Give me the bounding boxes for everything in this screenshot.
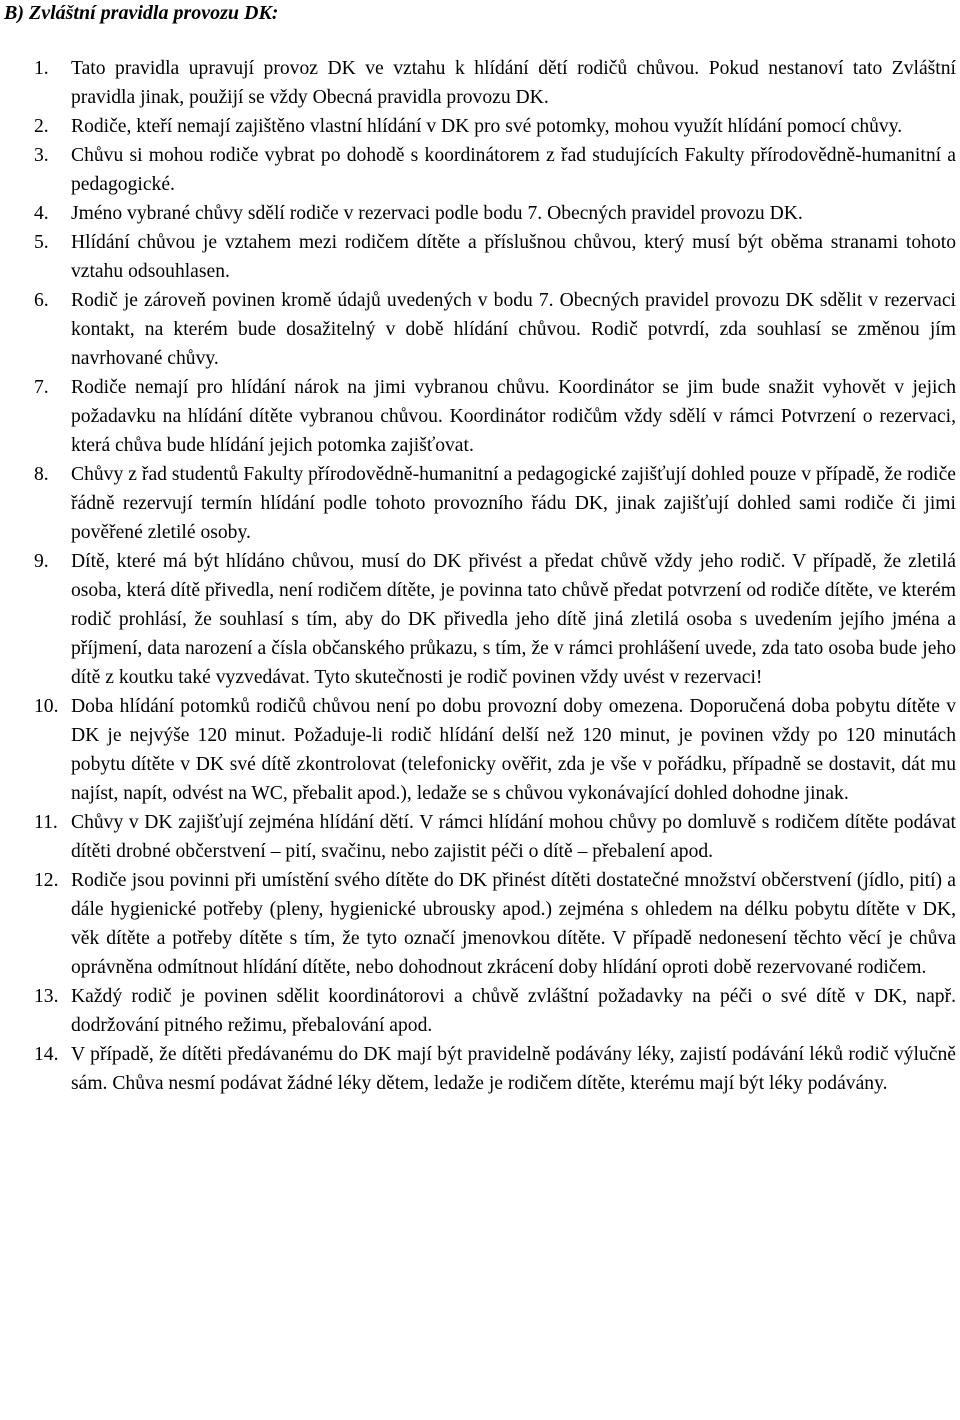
rules-list: [0, 54, 960, 1098]
rule-number: 1.: [34, 58, 49, 79]
rule-item-7: [0, 373, 960, 460]
rule-text: Každý rodič je povinen sdělit koordinátorovi a chůvě zvláštní požadavky na péči o své dítě v DK, např. dodržování pitného režimu, přebalování apod.: [71, 986, 956, 1036]
rule-text: V případě, že dítěti předávanému do DK mají být pravidelně podávány léky, zajistí podávání léků rodič výlučně sám. Chůva nesmí podávat žádné léky dětem, ledaže je rodičem dítěte, kterému mají být léky podávány.: [71, 1044, 956, 1094]
rule-number: 10.: [34, 696, 59, 717]
rule-text: Chůvy v DK zajišťují zejména hlídání dětí. V rámci hlídání mohou chůvy po domluvě s rodičem dítěte podávat dítěti drobné občerstvení – pití, svačinu, nebo zajistit péči o dítě – přebalení apod.: [71, 812, 956, 862]
rule-item-10: [0, 692, 960, 808]
rule-text: Hlídání chůvou je vztahem mezi rodičem dítěte a příslušnou chůvou, který musí být oběma stranami tohoto vztahu odsouhlasen.: [71, 232, 956, 282]
rule-item-3: [0, 141, 960, 199]
rule-item-12: [0, 866, 960, 982]
rule-number: 13.: [34, 986, 59, 1007]
rule-number: 3.: [34, 145, 49, 166]
rule-item-1: [0, 54, 960, 112]
rule-item-13: [0, 982, 960, 1040]
rule-text: Chůvu si mohou rodiče vybrat po dohodě s koordinátorem z řad studujících Fakulty přírodovědně-humanitní a pedagogické.: [71, 145, 956, 195]
rule-number: 8.: [34, 464, 49, 485]
rule-text: Dítě, které má být hlídáno chůvou, musí do DK přivést a předat chůvě vždy jeho rodič. V případě, že zletilá osoba, která dítě přivedla, není rodičem dítěte, je povinna tato chůvě předat potvrzení od rodiče dítěte, ve kterém rodič prohlásí, že souhlasí s tím, aby do DK přivedla jeho dítě jiná zletilá osoba s uvedením jejího jména a příjmení, data narození a čísla občanského průkazu, s tím, že v rámci prohlášení uvede, zda tato osoba bude jeho dítě z koutku také vyzvedávat. Tyto skutečnosti je rodič povinen vždy uvést v rezervaci!: [71, 551, 956, 688]
rule-number: 14.: [34, 1044, 59, 1065]
rule-item-2: [0, 112, 960, 141]
rule-item-11: [0, 808, 960, 866]
rule-text: Rodiče jsou povinni při umístění svého dítěte do DK přinést dítěti dostatečné množství občerstvení (jídlo, pití) a dále hygienické potřeby (pleny, hygienické ubrousky apod.) zejména s ohledem na délku pobytu dítěte v DK, věk dítěte a potřeby dítěte s tím, že tyto označí jmenovkou dítěte. V případě nedonesení těchto věcí je chůva oprávněna odmítnout hlídání dítěte, nebo dohodnout zkrácení doby hlídání oproti době rezervované rodičem.: [71, 870, 956, 978]
rule-item-8: [0, 460, 960, 547]
rule-text: Chůvy z řad studentů Fakulty přírodovědně-humanitní a pedagogické zajišťují dohled pouze v případě, že rodiče řádně rezervují termín hlídání podle tohoto provozního řádu DK, jinak zajišťují dohled sami rodiče či jimi pověřené zletilé osoby.: [71, 464, 956, 543]
rule-text: Rodiče nemají pro hlídání nárok na jimi vybranou chůvu. Koordinátor se jim bude snažit vyhovět v jejich požadavku na hlídání dítěte vybranou chůvou. Koordinátor rodičům vždy sdělí v rámci Potvrzení o rezervaci, která chůva bude hlídání jejich potomka zajišťovat.: [71, 377, 956, 456]
rule-text: Rodiče, kteří nemají zajištěno vlastní hlídání v DK pro své potomky, mohou využít hlídání pomocí chůvy.: [71, 116, 903, 137]
rule-text: Jméno vybrané chůvy sdělí rodiče v rezervaci podle bodu 7. Obecných pravidel provozu DK.: [71, 203, 803, 224]
rule-number: 5.: [34, 232, 49, 253]
rule-item-4: [0, 199, 960, 228]
rule-text: Tato pravidla upravují provoz DK ve vztahu k hlídání dětí rodičů chůvou. Pokud nestanoví tato Zvláštní pravidla jinak, použijí se vždy Obecná pravidla provozu DK.: [71, 58, 956, 108]
rule-number: 6.: [34, 290, 49, 311]
rule-number: 7.: [34, 377, 49, 398]
rule-item-9: [0, 547, 960, 692]
rule-item-14: [0, 1040, 960, 1098]
rule-text: Rodič je zároveň povinen kromě údajů uvedených v bodu 7. Obecných pravidel provozu DK sdělit v rezervaci kontakt, na kterém bude dosažitelný v době hlídání chůvou. Rodič potvrdí, zda souhlasí se změnou jím navrhované chůvy.: [71, 290, 956, 369]
section-heading: B) Zvláštní pravidla provozu DK:: [4, 2, 279, 24]
rule-number: 2.: [34, 116, 49, 137]
rule-item-5: [0, 228, 960, 286]
rule-number: 9.: [34, 551, 49, 572]
rule-text: Doba hlídání potomků rodičů chůvou není po dobu provozní doby omezena. Doporučená doba pobytu dítěte v DK je nejvýše 120 minut. Požaduje-li rodič hlídání delší než 120 minut, je povinen vždy po 120 minutách pobytu dítěte v DK své dítě zkontrolovat (telefonicky ověřit, zda je vše v pořádku, případně se dostavit, dát mu najíst, napít, odvést na WC, přebalit apod.), ledaže se s chůvou vykonávající dohled dohodne jinak.: [71, 696, 956, 804]
rule-item-6: [0, 286, 960, 373]
rule-number: 12.: [34, 870, 59, 891]
rule-number: 4.: [34, 203, 49, 224]
rule-number: 11.: [34, 812, 58, 833]
